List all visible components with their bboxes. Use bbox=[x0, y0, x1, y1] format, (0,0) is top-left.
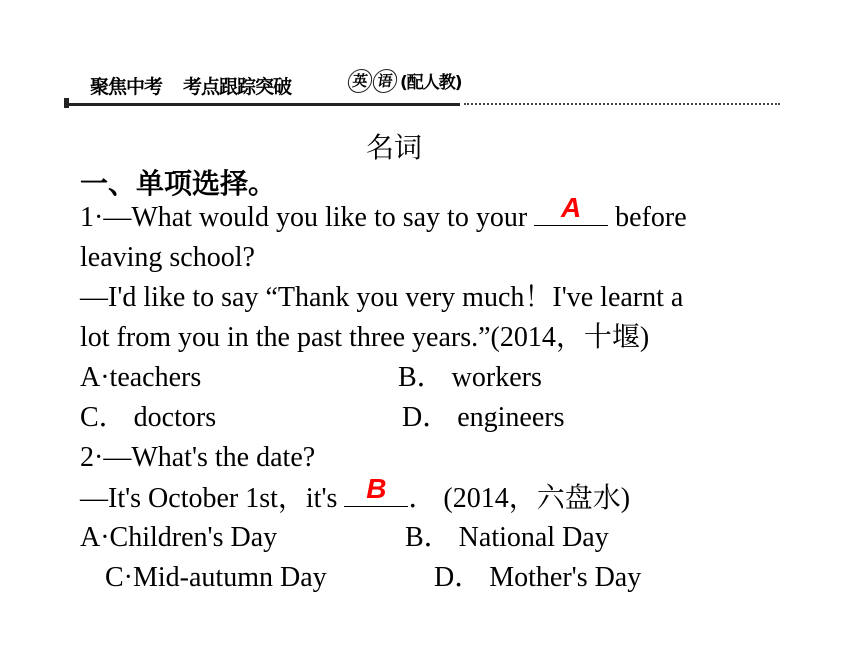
question-1-line-3: —I'd like to say “Thank you very much！I've learnt a bbox=[80, 282, 684, 313]
question-2-option-b: B． National Day bbox=[405, 522, 609, 553]
question-1-option-c: C． doctors bbox=[80, 402, 217, 433]
question-1-option-a: A·teachers bbox=[80, 362, 202, 393]
question-1-option-d: D． engineers bbox=[402, 402, 565, 433]
subject-label bbox=[348, 68, 462, 93]
question-2-option-d: D． Mother's Day bbox=[434, 562, 642, 593]
series-subtitle: 考点跟踪突破 bbox=[183, 76, 292, 98]
question-1-stem-before: 1·—What would you like to say to your bbox=[80, 202, 535, 233]
question-1-line-4: lot from you in the past three years.”(2014，十堰) bbox=[80, 322, 650, 353]
question-2-stem-before: —It's October 1st，it's bbox=[80, 483, 345, 514]
question-2-answer-blank bbox=[344, 473, 408, 507]
header-bar bbox=[64, 62, 780, 110]
question-2-stem-after: ． (2014，六盘水) bbox=[408, 483, 631, 514]
question-1-line-1 bbox=[80, 192, 687, 236]
subject-char-2: 语 bbox=[371, 69, 398, 93]
question-1-answer-blank bbox=[534, 192, 608, 226]
question-2-answer: B bbox=[366, 473, 387, 504]
question-2-line-2 bbox=[80, 473, 631, 517]
section-heading: 一、单项选择。 bbox=[80, 167, 277, 200]
question-1-line-2: leaving school? bbox=[80, 242, 255, 273]
header-dotted-rule bbox=[464, 103, 780, 105]
header-rule bbox=[68, 103, 460, 106]
question-1-stem-after: before bbox=[608, 202, 687, 233]
question-1-answer: A bbox=[561, 192, 582, 223]
question-2-option-a: A·Children's Day bbox=[80, 522, 278, 553]
edition-label: (配人教) bbox=[400, 73, 462, 93]
question-2-option-c: C·Mid-autumn Day bbox=[105, 562, 327, 593]
series-title: 聚焦中考 bbox=[90, 76, 163, 98]
page-title: 名词 bbox=[366, 131, 423, 164]
question-1-option-b: B． workers bbox=[398, 362, 542, 393]
question-2-line-1: 2·—What's the date? bbox=[80, 442, 316, 473]
subject-char-1: 英 bbox=[346, 69, 373, 93]
